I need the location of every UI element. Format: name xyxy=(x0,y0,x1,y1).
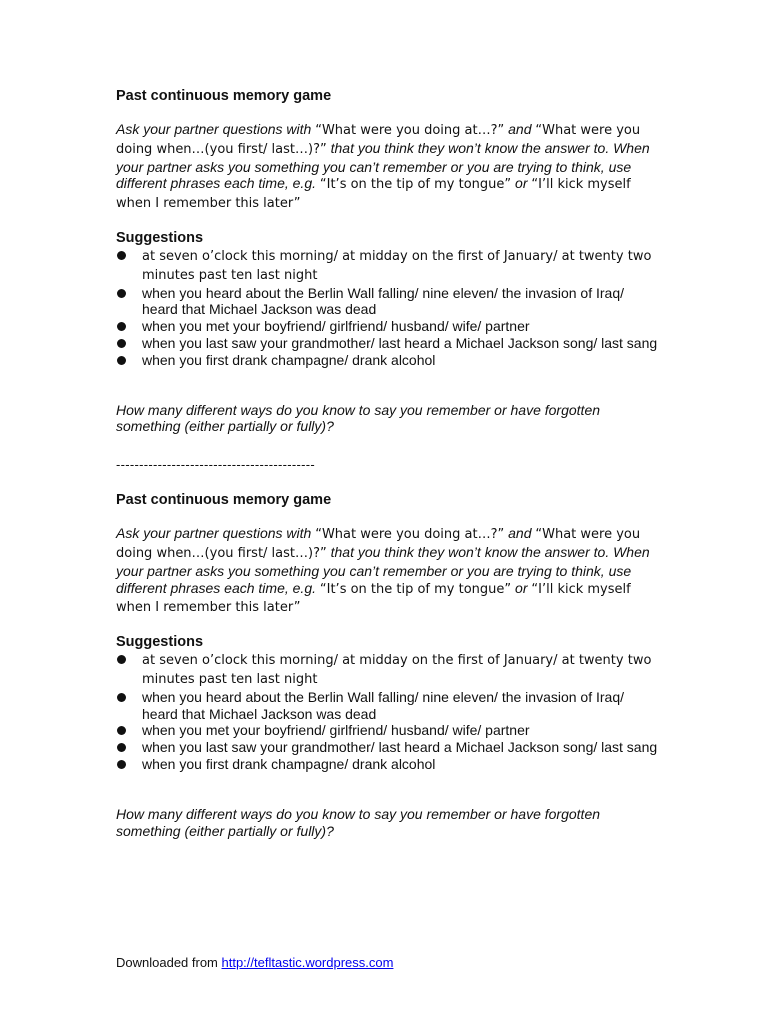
example-question: “What were you doing at…?” xyxy=(315,123,505,138)
bullet-icon xyxy=(117,655,126,664)
footer-prefix: Downloaded from xyxy=(116,955,222,970)
instruction-text: that you think they won’t know the answer to. When your partner asks you something you can’t remember or you are trying to think, use different phrases each time, e.g. xyxy=(116,139,650,192)
bullet-icon xyxy=(117,356,126,365)
bullet-icon xyxy=(117,693,126,702)
suggestions-list xyxy=(116,247,661,369)
worksheet xyxy=(116,87,661,839)
example-phrase: “I’ll kick myself when I remember this later” xyxy=(116,581,631,616)
bullet-icon xyxy=(117,726,126,735)
section-title: Past continuous memory game xyxy=(116,88,332,104)
bullet-icon xyxy=(117,322,126,331)
bullet-icon xyxy=(117,743,126,752)
instruction-text: that you think they won’t know the answer to. When your partner asks you something you can’t remember or you are trying to think, use different phrases each time, e.g. xyxy=(116,543,650,596)
list-item: when you met your boyfriend/ girlfriend/ husband/ wife/ partner xyxy=(116,722,661,739)
bullet-icon xyxy=(117,289,126,298)
example-phrase: “I’ll kick myself when I remember this later” xyxy=(116,177,631,212)
instruction-text: or xyxy=(511,175,532,192)
cut-line-divider: ------------------------------------------- xyxy=(116,457,316,473)
list-item: when you last saw your grandmother/ last heard a Michael Jackson song/ last sang xyxy=(116,335,661,352)
instruction-text: Ask your partner questions with xyxy=(116,121,316,137)
source-link[interactable]: http://tefltastic.wordpress.com xyxy=(221,955,394,970)
suggestions-list xyxy=(116,651,661,773)
list-item: when you heard about the Berlin Wall falling/ nine eleven/ the invasion of Iraq/ heard that Michael Jackson was dead xyxy=(116,285,661,319)
example-question: “What were you doing at…?” xyxy=(315,527,505,543)
instructions-paragraph xyxy=(116,525,661,617)
example-question: “What were you doing when…(you first/ last…)?” xyxy=(116,527,641,561)
download-footer xyxy=(116,955,393,971)
example-question: “What were you doing when…(you first/ last…)?” xyxy=(116,123,641,157)
list-item: when you heard about the Berlin Wall falling/ nine eleven/ the invasion of Iraq/ heard that Michael Jackson was dead xyxy=(116,689,661,723)
suggestions-heading: Suggestions xyxy=(116,229,204,246)
bullet-icon xyxy=(117,760,126,769)
closing-question: How many different ways do you know to say you remember or have forgotten something (either partially or fully)? xyxy=(116,401,601,435)
section-2 xyxy=(116,491,661,839)
instructions-paragraph xyxy=(116,121,661,213)
section-1 xyxy=(116,87,661,435)
instruction-text: and xyxy=(504,525,536,542)
section-title: Past continuous memory game xyxy=(116,492,332,509)
bullet-icon xyxy=(117,251,126,260)
list-item: when you last saw your grandmother/ last heard a Michael Jackson song/ last sang xyxy=(116,739,661,756)
example-phrase: “It’s on the tip of my tongue” xyxy=(319,177,512,193)
example-phrase: “It’s on the tip of my tongue” xyxy=(319,581,512,597)
bullet-icon xyxy=(117,339,126,348)
list-item: when you met your boyfriend/ girlfriend/ husband/ wife/ partner xyxy=(116,318,661,335)
suggestions-heading: Suggestions xyxy=(116,634,204,651)
list-item: at seven o’clock this morning/ at midday on the first of January/ at twenty two minutes past ten last night xyxy=(116,651,661,689)
list-item: when you first drank champagne/ drank alcohol xyxy=(116,352,661,369)
list-item: when you first drank champagne/ drank alcohol xyxy=(116,756,661,773)
instruction-text: or xyxy=(511,579,532,596)
instruction-text: and xyxy=(504,121,536,137)
instruction-text: Ask your partner questions with xyxy=(116,525,316,542)
closing-question: How many different ways do you know to say you remember or have forgotten something (either partially or fully)? xyxy=(116,805,601,839)
list-item: at seven o’clock this morning/ at midday on the first of January/ at twenty two minutes past ten last night xyxy=(116,247,661,285)
